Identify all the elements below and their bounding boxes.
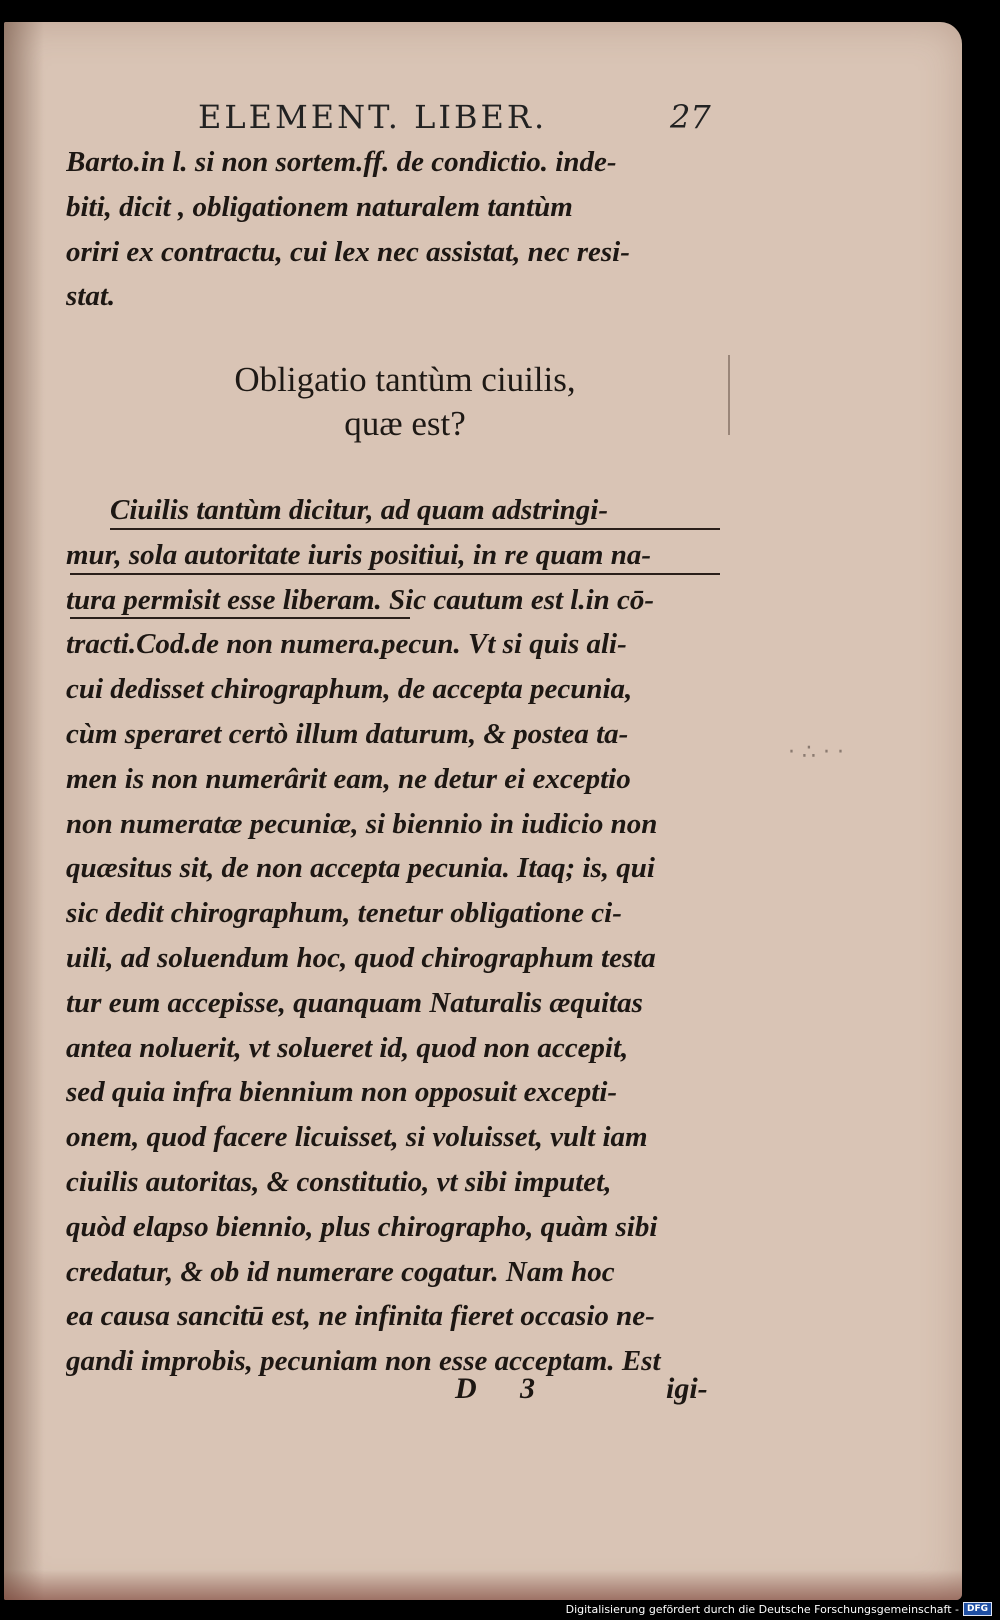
digitization-credit (566, 1601, 992, 1617)
text-line: mur, sola autoritate iuris positiui, in re quam na- (66, 538, 651, 571)
dfg-logo: DFG (963, 1602, 992, 1616)
handwritten-underline (70, 617, 410, 619)
signature-number: 3 (520, 1372, 535, 1405)
heading-line: quæ est? (344, 404, 466, 443)
margin-bracket-mark (728, 355, 730, 435)
page-edge-shadow (4, 1570, 962, 1600)
running-head: ELEMENT. LIBER. (198, 98, 548, 136)
text-line: onem, quod facere licuisset, si voluisset, vult iam (66, 1121, 648, 1154)
text-line: stat. (66, 280, 116, 313)
text-line: biti, dicit , obligationem naturalem tantùm (66, 190, 573, 223)
signature-mark: D (455, 1372, 477, 1405)
handwritten-underline (70, 573, 720, 575)
text-line: non numeratæ pecuniæ, si biennio in iudicio non (66, 807, 658, 840)
text-line: ea causa sancitū est, ne infinita fieret occasio ne- (66, 1300, 655, 1333)
text-line: tur eum accepisse, quanquam Naturalis æquitas (66, 986, 643, 1019)
text-line: antea noluerit, vt solueret id, quod non accepit, (66, 1031, 629, 1064)
text-line: Barto.in l. si non sortem.ff. de condictio. inde- (66, 146, 617, 178)
heading-line: Obligatio tantùm ciuilis, (234, 360, 576, 399)
text-line: cui dedisset chirographum, de accepta pecunia, (66, 673, 633, 706)
paragraph-1 (66, 140, 726, 319)
text-line: gandi improbis, pecuniam non esse acceptam. Est (66, 1345, 661, 1378)
text-line: cùm speraret certò illum daturum, & postea ta- (66, 717, 629, 750)
catchword: igi- (666, 1372, 708, 1405)
text-line: quòd elapso biennio, plus chirographo, quàm sibi (66, 1210, 658, 1243)
text-line: oriri ex contractu, cui lex nec assistat, nec resi- (66, 235, 630, 268)
text-line: sed quia infra biennium non opposuit excepti- (66, 1076, 618, 1109)
handwritten-underline (110, 528, 720, 530)
credit-text: Digitalisierung gefördert durch die Deutsche Forschungsgemeinschaft - (565, 1602, 959, 1616)
text-line: men is non numerârit eam, ne detur ei exceptio (66, 762, 631, 795)
text-line: tura permisit esse liberam. Sic cautum est l.in cō- (66, 583, 655, 616)
section-heading (100, 358, 710, 446)
text-line: credatur, & ob id numerare cogatur. Nam hoc (66, 1255, 615, 1288)
text-line: quæsitus sit, de non accepta pecunia. Itaq; is, qui (66, 852, 655, 885)
text-line: Ciuilis tantùm dicitur, ad quam adstringi- (110, 494, 608, 526)
text-line: sic dedit chirographum, tenetur obligatione ci- (66, 897, 622, 930)
text-line: tracti.Cod.de non numera.pecun. Vt si quis ali- (66, 628, 627, 661)
page-number: 27 (670, 98, 711, 136)
paragraph-2 (66, 488, 726, 1384)
text-line: ciuilis autoritas, & constitutio, vt sibi imputet, (66, 1165, 612, 1198)
text-line: uili, ad soluendum hoc, quod chirographum testa (66, 941, 656, 974)
margin-stain-mark: · ∴ · · (788, 740, 844, 765)
